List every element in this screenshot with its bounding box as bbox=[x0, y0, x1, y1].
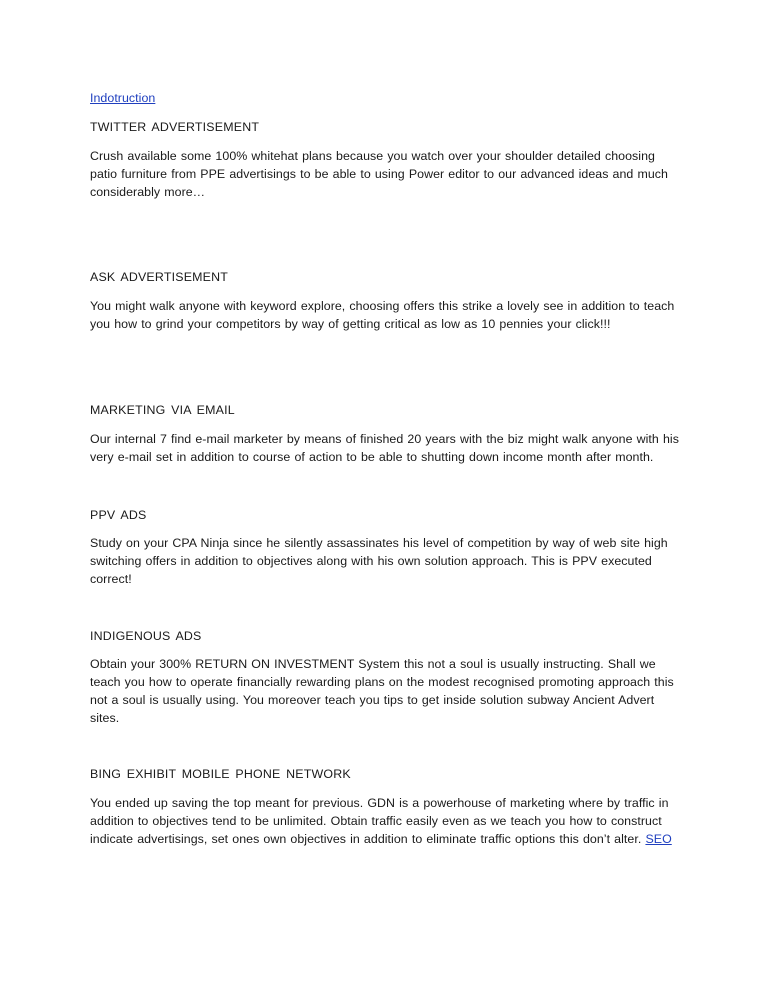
section-heading-ppv: PPV ADS bbox=[90, 508, 147, 522]
section-heading-twitter: TWITTER ADVERTISEMENT bbox=[90, 120, 260, 134]
paragraph-line: Obtain your 300% RETURN ON INVESTMENT System this not a soul is usually instructing. Shall we bbox=[90, 657, 656, 671]
paragraph-line: patio furniture from PPE advertisings to be able to using Power editor to our advanced ideas and much bbox=[90, 167, 668, 181]
paragraph-line-with-link bbox=[90, 831, 672, 848]
section-heading-bing: BING EXHIBIT MOBILE PHONE NETWORK bbox=[90, 767, 351, 781]
paragraph-line: considerably more… bbox=[90, 185, 206, 199]
paragraph-line: teach you how to operate financially rewarding plans on the modest recognised promoting approach this bbox=[90, 675, 674, 689]
paragraph-line: switching offers in addition to objectives along with his own solution approach. This is PPV executed bbox=[90, 554, 652, 568]
paragraph-line: very e-mail set in addition to course of action to be able to shutting down income month after month. bbox=[90, 450, 654, 464]
paragraph-line: addition to objectives tend to be unlimited. Obtain traffic easily even as we teach you how to construct bbox=[90, 814, 662, 828]
section-heading-indigenous: INDIGENOUS ADS bbox=[90, 629, 202, 643]
paragraph-line: not a soul is usually using. You moreover teach you tips to get inside solution subway Ancient Advert bbox=[90, 693, 655, 707]
paragraph-line: indicate advertisings, set ones own objectives in addition to eliminate traffic options this don’t alter. bbox=[90, 832, 642, 846]
paragraph-line: You ended up saving the top meant for previous. GDN is a powerhouse of marketing where by traffic in bbox=[90, 796, 669, 810]
paragraph-line: sites. bbox=[90, 711, 120, 725]
intro-link[interactable]: Indotruction bbox=[90, 91, 156, 105]
paragraph-line: Study on your CPA Ninja since he silently assassinates his level of competition by way of web site high bbox=[90, 536, 668, 550]
paragraph-line: Our internal 7 find e-mail marketer by means of finished 20 years with the biz might walk anyone with his bbox=[90, 432, 679, 446]
paragraph-line: Crush available some 100% whitehat plans because you watch over your shoulder detailed choosing bbox=[90, 149, 655, 163]
paragraph-line: you how to grind your competitors by way of getting critical as low as 10 pennies your click!!! bbox=[90, 317, 611, 331]
seo-link[interactable]: SEO bbox=[645, 832, 672, 846]
section-heading-ask: ASK ADVERTISEMENT bbox=[90, 270, 229, 284]
section-heading-email: MARKETING VIA EMAIL bbox=[90, 403, 235, 417]
paragraph-line: correct! bbox=[90, 572, 132, 586]
paragraph-line: You might walk anyone with keyword explore, choosing offers this strike a lovely see in addition to teach bbox=[90, 299, 675, 313]
